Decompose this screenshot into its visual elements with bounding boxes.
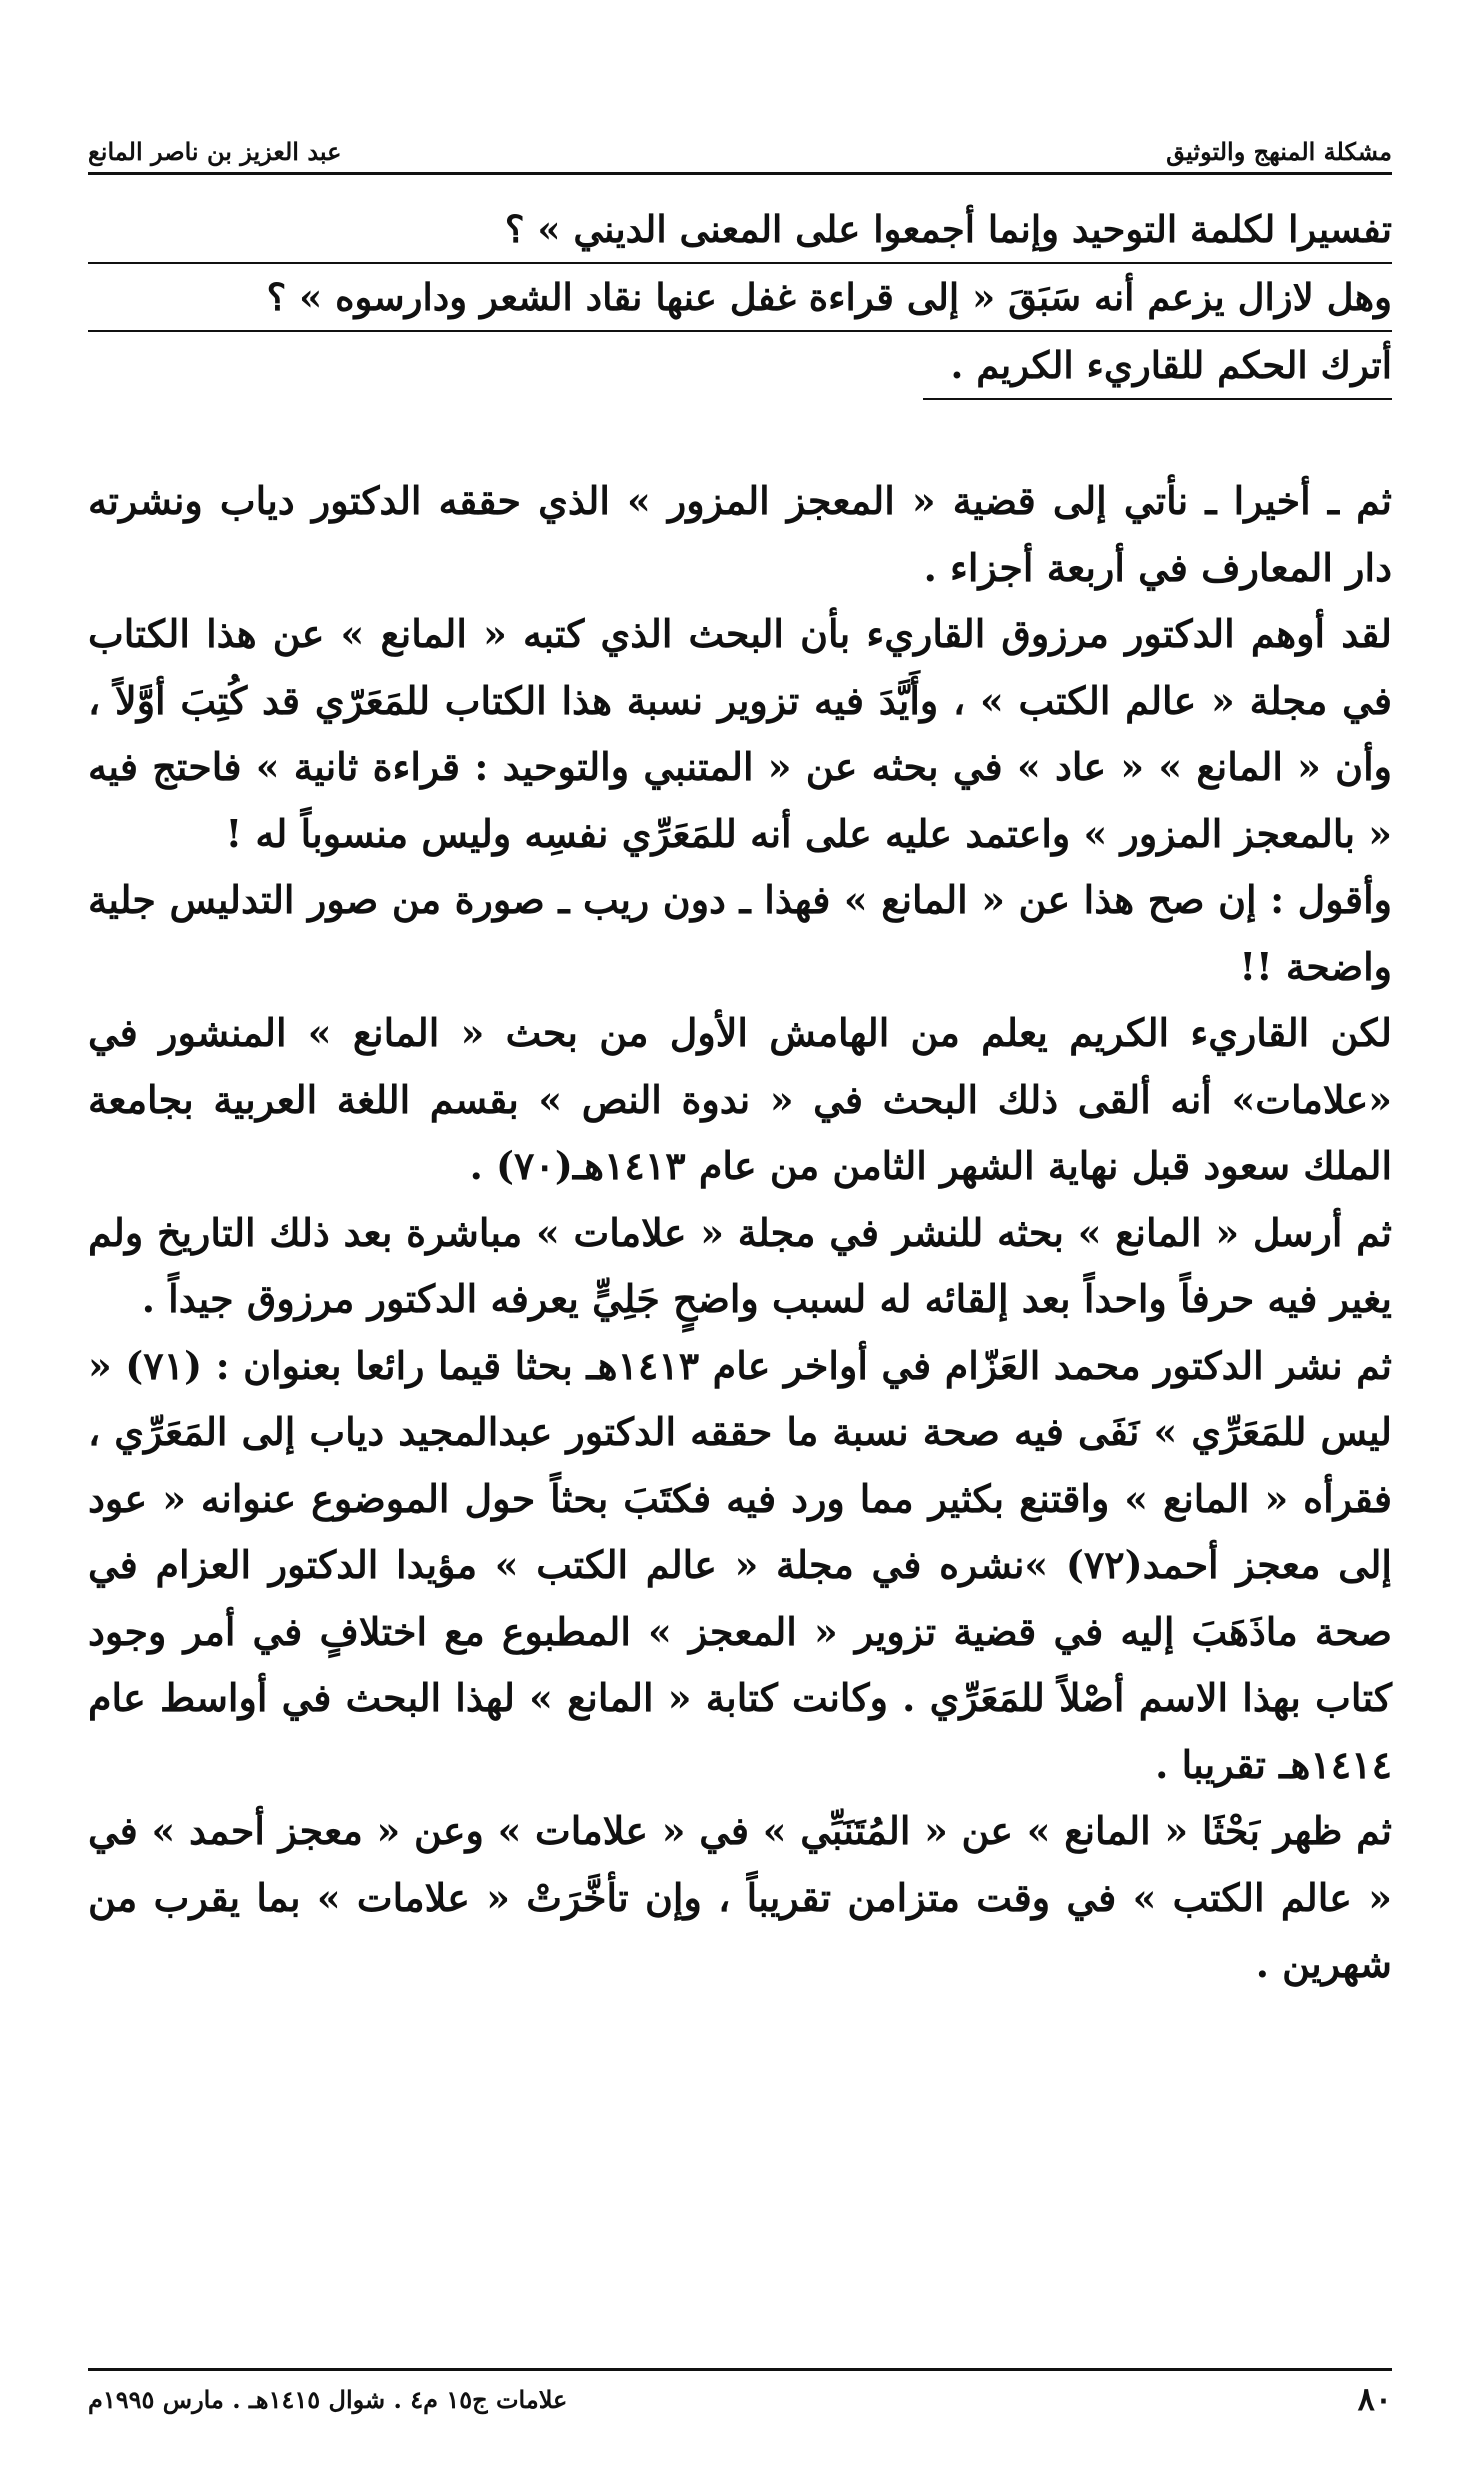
page-number: ٨٠ — [1357, 2380, 1392, 2418]
header-author: عبد العزيز بن ناصر المانع — [88, 137, 342, 166]
top-line-1: تفسيرا لكلمة التوحيد وإنما أجمعوا على المعنى الديني » ؟ — [88, 196, 1392, 264]
paragraph: ثم نشر الدكتور محمد العَزّام في أواخر عام ١٤١٣هـ بحثا قيما رائعا بعنوان : (٧١) « ليس للمَعَرِّي » نَفَى فيه صحة نسبة ما حققه الدكتور عبدالمجيد دياب إلى المَعَرِّي ، فقرأه « المانع » واقتنع بكثير مما ورد فيه فكتَبَ بحثاً حول الموضوع عنوانه « عود إلى معجز أحمد(٧٢) »نشره في مجلة « عالم الكتب » مؤيدا الدكتور العزام في صحة ماذَهَبَ إليه في قضية تزوير « المعجز » المطبوع مع اختلافٍ في أمر وجود كتاب بهذا الاسم أصْلاً للمَعَرِّي . وكانت كتابة « المانع » لهذا البحث في أواسط عام ١٤١٤هـ تقريبا . — [88, 1342, 1393, 1787]
paragraph: ثم أرسل « المانع » بحثه للنشر في مجلة « علامات » مباشرة بعد ذلك التاريخ ولم يغير فيه حرفاً واحداً بعد إلقائه له لسبب واضحٍ جَلِيٍّ يعرفه الدكتور مرزوق جيداً . — [88, 1209, 1392, 1321]
issue-info: علامات ج١٥ م٤ . شوال ١٤١٥هـ . مارس ١٩٩٥م — [88, 2384, 568, 2414]
paragraph: لقد أوهم الدكتور مرزوق القاريء بأن البحث الذي كتبه « المانع » عن هذا الكتاب في مجلة « عالم الكتب » ، وأَيَّدَ فيه تزوير نسبة هذا الكتاب للمَعَرّي قد كُتِبَ أوَّلاً ، وأن « المانع » « عاد » في بحثه عن « المتنبي والتوحيد : قراءة ثانية » فاحتج فيه « بالمعجز المزور » واعتمد عليه على أنه للمَعَرِّي نفسِه وليس منسوباً له ! — [88, 611, 1392, 856]
paragraph: ثم ظهر بَحْثَا « المانع » عن « المُتَنَبِّي » في « علامات » وعن « معجز أحمد » في « عالم الكتب » في وقت متزامن تقريباً ، وإن تأخَّرَتْ « علامات » بما يقرب من شهرين . — [88, 1808, 1392, 1986]
paragraph: ثم ـ أخيرا ـ نأتي إلى قضية « المعجز المزور » الذي حققه الدكتور دياب ونشرته دار المعارف في أربعة أجزاء . — [88, 478, 1392, 590]
quoted-questions-block — [88, 196, 1392, 400]
paragraph: وأقول : إن صح هذا عن « المانع » فهذا ـ دون ريب ـ صورة من صور التدليس جلية واضحة !! — [88, 877, 1392, 989]
top-line-2: وهل لازال يزعم أنه سَبَقَ « إلى قراءة غفل عنها نقاد الشعر ودارسوه » ؟ — [88, 264, 1392, 332]
header-title: مشكلة المنهج والتوثيق — [1166, 137, 1392, 166]
paragraph: لكن القاريء الكريم يعلم من الهامش الأول من بحث « المانع » المنشور في «علامات» أنه ألقى ذلك البحث في « ندوة النص » بقسم اللغة العربية بجامعة الملك سعود قبل نهاية الشهر الثامن من عام ١٤١٣هـ(٧٠) . — [88, 1010, 1392, 1188]
article-body — [88, 468, 1392, 1998]
running-header — [88, 106, 1392, 175]
top-line-3: أترك الحكم للقاريء الكريم . — [923, 332, 1392, 400]
page-footer — [88, 2368, 1392, 2427]
